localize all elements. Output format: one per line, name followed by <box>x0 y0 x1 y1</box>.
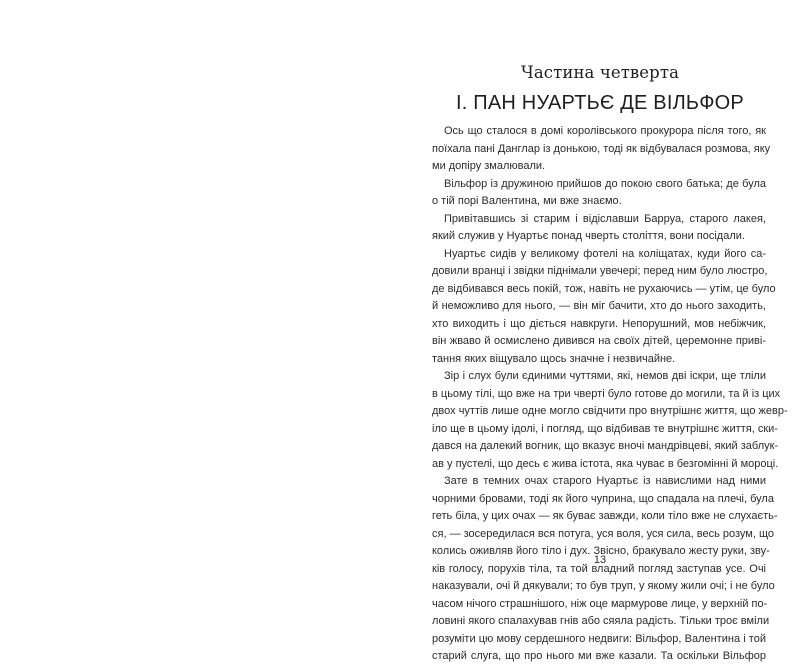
chapter-title: І. ПАН НУАРТЬЄ ДЕ ВІЛЬФОР <box>456 92 744 114</box>
text-line: ми допіру змалювали. <box>432 160 546 172</box>
paragraph <box>432 123 771 176</box>
text-line: який служив у Нуартьє понад чверть століття, вони посідали. <box>432 230 745 242</box>
paragraph <box>432 473 778 666</box>
text-line: Нуартьє сидів у великому фотелі на коліщатах, куди його са- <box>444 247 766 260</box>
text-line: геть біла, у цих очах — як буває завжди, коли тіло вже не слухаєть- <box>432 510 778 522</box>
text-line: й неможливо для нього, — він міг бачити, хто до нього заходить, <box>432 300 766 312</box>
text-line: Вільфор із дружиною прийшов до покою свого батька; де була <box>444 177 766 190</box>
text-line: Зір і слух були єдиними чуттями, які, немов дві іскри, ще тліли <box>444 370 766 382</box>
part-title: Частина четверта <box>520 63 680 82</box>
right-page <box>400 0 800 662</box>
text-line: довили вранці і звідки піднімали увечері; перед ним було люстро, <box>432 265 768 277</box>
text-line: двох чуттів лише одне могло свідчити про внутрішнє життя, що жевр- <box>432 405 788 417</box>
text-line: дався на далекий вогник, що вказує вночі мандрівцеві, який заблук- <box>432 440 779 452</box>
text-line: о тій порі Валентина, ми вже знаємо. <box>432 195 622 207</box>
text-line: Ось що сталося в домі королівського прокурора після того, як <box>444 125 766 137</box>
text-line: ся, — зосередилася вся потуга, уся воля, уся сила, весь розум, що <box>432 527 775 540</box>
text-line: хто виходить і що діється навкруги. Непорушний, мов небіжчик, <box>432 317 766 330</box>
text-line: чорними бровами, тоді як його чуприна, що спадала на плечі, була <box>432 492 774 505</box>
paragraph <box>432 246 776 369</box>
text-line: старий слуга, що про нього ми вже казали. Та оскільки Вільфор <box>432 650 766 662</box>
text-line: він жваво й осмислено дивився на своїх дітей, церемонне приві- <box>432 335 766 347</box>
paragraph <box>432 176 766 211</box>
text-line: іло ще в цьому ідолі, і погляд, що відбивав те внутрішнє життя, ски- <box>432 422 778 435</box>
text-line: Привітавшись зі старим і відіславши Барруа, старого лакея, <box>444 212 766 225</box>
text-line: Зате в темних очах старого Нуартьє із навислими над ними <box>444 475 766 487</box>
text-line: поїхала пані Данглар із донькою, тоді як відбувалася розмова, яку <box>432 142 771 155</box>
text-line: ав у пустелі, що десь є жива істота, яка чуває в безгомінні й мороці. <box>432 457 779 470</box>
body-text <box>432 123 788 666</box>
left-page-blank <box>0 0 400 600</box>
paragraph <box>432 368 788 473</box>
text-line: ловині якого спалахував гнів або сяяла радість. Тільки троє вміли <box>432 615 770 627</box>
text-line: ків голосу, порухів тіла, та той владний погляд заступав усе. Очі <box>432 562 766 575</box>
text-line: часом нічого страшнішого, ніж оце мармурове лице, у верхній по- <box>432 597 768 610</box>
text-line: розуміти цю мову сердешного недвиги: Вільфор, Валентина і той <box>432 632 766 645</box>
text-line: колись оживляв його тіло і дух. Звісно, бракувало жесту руки, зву- <box>432 545 770 557</box>
text-line: в цьому тілі, що вже на три чверті було готове до могили, та й із цих <box>432 387 781 400</box>
paragraph <box>432 211 766 246</box>
text-line: де відбивався весь покій, тож, навіть не рухаючись — утім, це було <box>432 282 776 295</box>
text-line: тання яких віщувало щось значне і незвичайне. <box>432 352 676 365</box>
page-number: 13 <box>593 554 607 566</box>
text-line: наказували, очі й дякували; то був труп, у якому жили очі; і не було <box>432 580 775 592</box>
